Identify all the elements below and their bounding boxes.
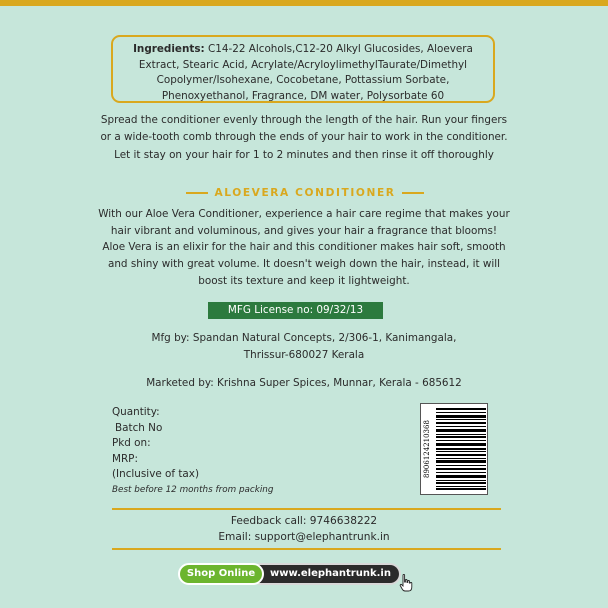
tax-note: (Inclusive of tax) [112,468,199,480]
divider-top [112,508,501,510]
mrp-label: MRP: [112,452,138,465]
section-title-text: ALOEVERA CONDITIONER [214,187,396,199]
pack-details [112,405,273,497]
ingredients-box [111,35,495,103]
manufacturer-info: Mfg by: Spandan Natural Concepts, 2/306-1, Kanimangala, Thrissur-680027 Kerala [151,332,457,361]
barcode-digits: 8906124210368 [423,420,431,478]
support-email: Email: support@elephantrunk.in [218,531,390,543]
contact-info [100,513,508,545]
batch-label: Batch No [115,421,163,434]
quantity-label: Quantity: [112,406,160,418]
license-badge: MFG License no: 09/32/13 [208,302,383,319]
product-description: With our Aloe Vera Conditioner, experience a hair care regime that makes your hair vibrant and voluminous, and gives your hair a fragrance that blooms! Aloe Vera is an elixir for the hair and this conditioner makes hair soft, smooth and shiny with great volume. It doesn't weigh down the hair, instead, it will boost its texture and keep it lightweight. [98,208,510,287]
usage-directions: Spread the conditioner evenly through the length of the hair. Run your fingers or a wide-tooth comb through the ends of your hair to work in the conditioner. Let it stay on your hair for 1 to 2 minutes and then rinse it off thoroughly [100,114,508,161]
barcode [420,403,488,495]
divider-bottom [112,548,501,550]
shop-online-button[interactable]: Shop Online [178,563,264,585]
title-rule-left [186,192,208,194]
ingredients-text: C14-22 Alcohols,C12-20 Alkyl Glucosides, Aloevera Extract, Stearic Acid, Acrylate/AcryloylimethylTaurate/Dimethyl Copolymer/Isohexane, Cocobetane, Pottassium Sorbate, Phenoxyethanol, Fragrance, DM water, Polysorbate 60 [138,43,473,102]
section-title [160,186,450,200]
marketer-info: Marketed by: Krishna Super Spices, Munnar, Kerala - 685612 [146,377,462,389]
best-before-note: Best before 12 months from packing [112,484,274,495]
website-url-link[interactable]: www.elephantrunk.in [258,563,401,585]
feedback-phone: Feedback call: 9746638222 [230,515,378,527]
barcode-stripes [436,408,486,490]
packed-on-label: Pkd on: [112,437,151,449]
top-accent-bar [0,0,608,6]
title-rule-right [402,192,424,194]
ingredients-label: Ingredients: [133,43,205,55]
hand-cursor-icon [399,574,413,592]
